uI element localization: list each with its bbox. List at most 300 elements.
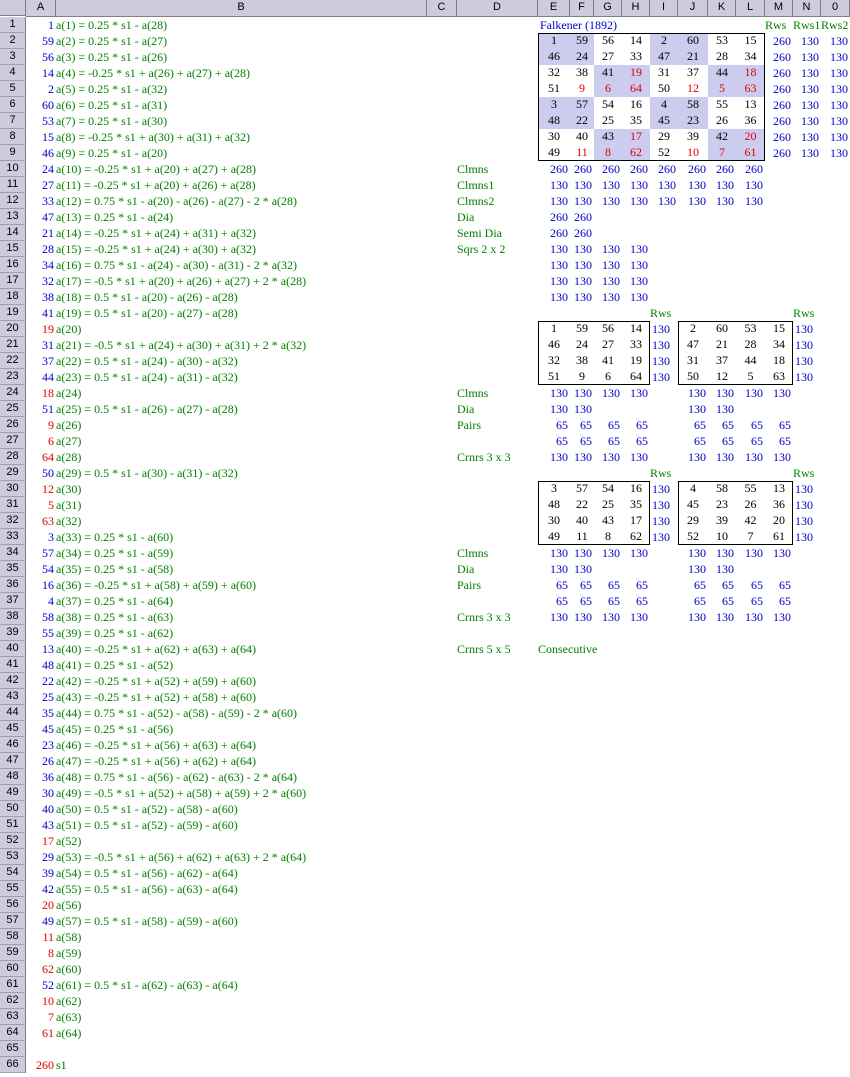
check-label[interactable]: Clmns1 [457, 178, 495, 192]
square-cell[interactable]: 17 [630, 513, 642, 527]
column-header[interactable]: F [570, 0, 594, 17]
check-value[interactable]: 130 [745, 178, 763, 192]
square-cell[interactable]: 10 [716, 529, 728, 543]
check-label[interactable]: Sqrs 2 x 2 [457, 242, 506, 256]
square-cell[interactable]: 53 [744, 321, 757, 335]
check-value[interactable]: 130 [745, 450, 763, 464]
row-sum-cell[interactable]: 130 [652, 370, 670, 384]
square-cell[interactable]: 33 [630, 337, 642, 351]
check-value[interactable]: 130 [602, 178, 620, 192]
value-cell[interactable]: 15 [42, 130, 54, 144]
square-cell[interactable]: 60 [678, 33, 708, 49]
check-value[interactable]: 130 [658, 178, 676, 192]
check-value[interactable]: 130 [630, 178, 648, 192]
value-cell[interactable]: 57 [42, 546, 54, 560]
square-cell[interactable]: 47 [687, 337, 699, 351]
row-header[interactable]: 26 [0, 417, 26, 433]
square-cell[interactable]: 54 [602, 97, 614, 111]
square-cell[interactable]: 37 [687, 65, 699, 79]
formula-cell[interactable]: a(46) = -0.25 * s1 + a(56) + a(63) + a(64) [56, 738, 257, 752]
square-cell[interactable]: 40 [576, 513, 588, 527]
square-cell[interactable]: 51 [548, 81, 560, 95]
row-sum-cell[interactable]: 130 [830, 66, 848, 80]
formula-cell[interactable]: a(9) = 0.25 * s1 - a(20) [56, 146, 168, 160]
square-cell[interactable]: 27 [602, 49, 614, 63]
square-cell[interactable]: 3 [551, 481, 557, 495]
value-cell[interactable]: 21 [42, 226, 54, 240]
row-header[interactable]: 8 [0, 129, 26, 145]
square-cell[interactable]: 28 [744, 337, 757, 351]
square-cell[interactable]: 23 [716, 497, 728, 511]
square-cell[interactable]: 62 [622, 145, 650, 161]
value-cell[interactable]: 260 [36, 1058, 54, 1072]
row-sum-cell[interactable]: 130 [652, 514, 670, 528]
check-label[interactable]: Pairs [457, 578, 481, 592]
row-header[interactable]: 53 [0, 849, 26, 865]
square-cell[interactable]: 53 [716, 33, 728, 47]
check-value[interactable]: 65 [608, 594, 620, 608]
value-cell[interactable]: 25 [42, 690, 54, 704]
square-cell[interactable]: 5 [747, 369, 754, 383]
check-label[interactable]: Clmns [457, 386, 489, 400]
formula-cell[interactable]: a(6) = 0.25 * s1 - a(31) [56, 98, 168, 112]
check-value[interactable]: 65 [722, 594, 734, 608]
square-cell[interactable]: 2 [690, 321, 696, 335]
row-header[interactable]: 58 [0, 929, 26, 945]
row-sum-cell[interactable]: 130 [801, 34, 819, 48]
check-value[interactable]: 130 [773, 546, 791, 560]
check-value[interactable]: 130 [574, 274, 592, 288]
square-cell[interactable]: 37 [716, 353, 728, 367]
square-cell[interactable]: 23 [678, 113, 708, 129]
check-value[interactable]: 130 [550, 194, 568, 208]
check-value[interactable]: 260 [658, 162, 676, 176]
check-value[interactable]: 65 [751, 434, 763, 448]
check-value[interactable]: 65 [556, 418, 568, 432]
check-value[interactable]: 130 [630, 242, 648, 256]
value-cell[interactable]: 13 [42, 642, 54, 656]
square-cell[interactable]: 21 [678, 49, 708, 65]
square-cell[interactable]: 33 [630, 49, 642, 63]
check-value[interactable]: 130 [550, 290, 568, 304]
value-cell[interactable]: 42 [42, 882, 54, 896]
formula-cell[interactable]: a(49) = -0.5 * s1 + a(52) + a(58) + a(59) + 2 * a(60) [56, 786, 307, 800]
formula-cell[interactable]: a(45) = 0.25 * s1 - a(56) [56, 722, 174, 736]
square-cell[interactable]: 20 [773, 513, 785, 527]
check-value[interactable]: 130 [550, 546, 568, 560]
square-cell[interactable]: 31 [658, 65, 670, 79]
check-value[interactable]: 65 [779, 418, 791, 432]
square-cell[interactable]: 47 [650, 49, 678, 65]
row-header[interactable]: 61 [0, 977, 26, 993]
formula-cell[interactable]: s1 [56, 1058, 67, 1072]
row-sum-cell[interactable]: 130 [830, 130, 848, 144]
formula-cell[interactable]: a(28) [56, 450, 82, 464]
value-cell[interactable]: 55 [42, 626, 54, 640]
formula-cell[interactable]: a(15) = -0.25 * s1 + a(24) + a(30) + a(32) [56, 242, 257, 256]
square-cell[interactable]: 50 [687, 369, 699, 383]
formula-cell[interactable]: a(56) [56, 898, 82, 912]
row-header[interactable]: 29 [0, 465, 26, 481]
formula-cell[interactable]: a(8) = -0.25 * s1 + a(30) + a(31) + a(32) [56, 130, 251, 144]
row-sum-cell[interactable]: 130 [801, 66, 819, 80]
check-value[interactable]: 130 [602, 290, 620, 304]
check-value[interactable]: 130 [716, 402, 734, 416]
row-header[interactable]: 12 [0, 193, 26, 209]
square-cell[interactable]: 40 [576, 129, 588, 143]
formula-cell[interactable]: a(36) = -0.25 * s1 + a(58) + a(59) + a(60) [56, 578, 257, 592]
check-value[interactable]: 65 [779, 434, 791, 448]
square-cell[interactable]: 14 [630, 321, 642, 335]
row-header[interactable]: 65 [0, 1041, 26, 1057]
row-sum-cell[interactable]: 260 [773, 82, 791, 96]
row-sum-cell[interactable]: 130 [801, 130, 819, 144]
square-cell[interactable]: 8 [594, 145, 622, 161]
formula-cell[interactable]: a(51) = 0.5 * s1 - a(52) - a(59) - a(60) [56, 818, 238, 832]
square-cell[interactable]: 11 [576, 529, 588, 543]
value-cell[interactable]: 37 [42, 354, 54, 368]
formula-cell[interactable]: a(59) [56, 946, 82, 960]
check-value[interactable]: 130 [716, 610, 734, 624]
check-value[interactable]: 65 [751, 418, 763, 432]
value-cell[interactable]: 48 [42, 658, 54, 672]
check-value[interactable]: 130 [630, 610, 648, 624]
formula-cell[interactable]: a(44) = 0.75 * s1 - a(52) - a(58) - a(59) - 2 * a(60) [56, 706, 298, 720]
square-cell[interactable]: 13 [744, 97, 757, 111]
value-cell[interactable]: 44 [42, 370, 54, 384]
check-value[interactable]: 130 [550, 402, 568, 416]
value-cell[interactable]: 24 [42, 162, 54, 176]
check-value[interactable]: 130 [630, 386, 648, 400]
check-value[interactable]: 130 [550, 450, 568, 464]
square-cell[interactable]: 19 [622, 65, 650, 81]
square-cell[interactable]: 11 [576, 145, 588, 159]
row-header[interactable]: 54 [0, 865, 26, 881]
square-cell[interactable]: 42 [708, 129, 736, 145]
row-header[interactable]: 10 [0, 161, 26, 177]
check-value[interactable]: 260 [574, 162, 592, 176]
square-cell[interactable]: 34 [744, 49, 757, 63]
square-cell[interactable]: 12 [687, 81, 699, 95]
check-value[interactable]: 130 [773, 610, 791, 624]
row-header[interactable]: 20 [0, 321, 26, 337]
column-header[interactable]: G [594, 0, 622, 17]
check-value[interactable]: 130 [716, 546, 734, 560]
check-value[interactable]: 65 [608, 418, 620, 432]
value-cell[interactable]: 5 [48, 498, 54, 512]
check-value[interactable]: 130 [550, 178, 568, 192]
value-cell[interactable]: 43 [42, 818, 54, 832]
formula-cell[interactable]: a(24) [56, 386, 82, 400]
check-value[interactable]: 260 [630, 162, 648, 176]
formula-cell[interactable]: a(39) = 0.25 * s1 - a(62) [56, 626, 174, 640]
square-cell[interactable]: 56 [602, 33, 614, 47]
square-cell[interactable]: 52 [658, 145, 670, 159]
check-value[interactable]: 130 [716, 386, 734, 400]
square-cell[interactable]: 54 [602, 481, 614, 495]
check-value[interactable]: 260 [550, 162, 568, 176]
square-cell[interactable]: 38 [576, 65, 588, 79]
row-sum-cell[interactable]: 130 [801, 114, 819, 128]
value-cell[interactable]: 41 [42, 306, 54, 320]
formula-cell[interactable]: a(43) = -0.25 * s1 + a(52) + a(58) + a(60) [56, 690, 257, 704]
row-sum-cell[interactable]: 130 [795, 530, 813, 544]
square-cell[interactable]: 38 [576, 353, 588, 367]
check-label[interactable]: Crnrs 3 x 3 [457, 450, 511, 464]
row-header[interactable]: 62 [0, 993, 26, 1009]
row-header[interactable]: 16 [0, 257, 26, 273]
column-header[interactable]: C [427, 0, 457, 17]
formula-cell[interactable]: a(3) = 0.25 * s1 - a(26) [56, 50, 168, 64]
square-cell[interactable]: 58 [716, 481, 728, 495]
row-header[interactable]: 17 [0, 273, 26, 289]
row-sum-cell[interactable]: 130 [795, 370, 813, 384]
row-header[interactable]: 1 [0, 17, 26, 33]
square-cell[interactable]: 24 [570, 49, 594, 65]
row-header[interactable]: 28 [0, 449, 26, 465]
check-value[interactable]: 130 [550, 610, 568, 624]
formula-cell[interactable]: a(18) = 0.5 * s1 - a(20) - a(26) - a(28) [56, 290, 238, 304]
value-cell[interactable]: 63 [42, 514, 54, 528]
square-cell[interactable]: 57 [576, 481, 588, 495]
row-header[interactable]: 56 [0, 897, 26, 913]
row-header[interactable]: 6 [0, 97, 26, 113]
row-sum-cell[interactable]: 130 [652, 338, 670, 352]
value-cell[interactable]: 62 [42, 962, 54, 976]
row-sum-cell[interactable]: 130 [795, 498, 813, 512]
value-cell[interactable]: 22 [42, 674, 54, 688]
square-cell[interactable]: 59 [576, 321, 588, 335]
check-label[interactable]: Clmns2 [457, 194, 495, 208]
check-value[interactable]: 130 [550, 242, 568, 256]
square-cell[interactable]: 48 [548, 497, 560, 511]
check-value[interactable]: 130 [688, 610, 706, 624]
check-value[interactable]: 130 [574, 242, 592, 256]
row-header[interactable]: 50 [0, 801, 26, 817]
check-value[interactable]: 130 [574, 450, 592, 464]
check-value[interactable]: 65 [694, 594, 706, 608]
row-header[interactable]: 3 [0, 49, 26, 65]
row-header[interactable]: 52 [0, 833, 26, 849]
value-cell[interactable]: 4 [48, 594, 54, 608]
column-header[interactable]: 0 [821, 0, 850, 17]
square-cell[interactable]: 6 [594, 81, 622, 97]
check-value[interactable]: 130 [745, 546, 763, 560]
formula-cell[interactable]: a(55) = 0.5 * s1 - a(56) - a(63) - a(64) [56, 882, 238, 896]
check-value[interactable]: 130 [574, 178, 592, 192]
formula-cell[interactable]: a(60) [56, 962, 82, 976]
check-value[interactable]: 65 [722, 418, 734, 432]
row-sum-cell[interactable]: 260 [773, 66, 791, 80]
value-cell[interactable]: 29 [42, 850, 54, 864]
square-cell[interactable]: 13 [773, 481, 785, 495]
check-value[interactable]: 130 [773, 386, 791, 400]
row-sum-cell[interactable]: 130 [830, 50, 848, 64]
check-label[interactable]: Clmns [457, 546, 489, 560]
formula-cell[interactable]: a(57) = 0.5 * s1 - a(58) - a(59) - a(60) [56, 914, 238, 928]
square-cell[interactable]: 57 [570, 97, 594, 113]
check-value[interactable]: 130 [574, 610, 592, 624]
column-header[interactable]: N [793, 0, 821, 17]
square-cell[interactable]: 32 [548, 65, 560, 79]
row-header[interactable]: 51 [0, 817, 26, 833]
check-value[interactable]: 130 [630, 450, 648, 464]
check-value[interactable]: 130 [574, 386, 592, 400]
square-cell[interactable]: 60 [716, 321, 728, 335]
square-cell[interactable]: 41 [594, 65, 622, 81]
value-cell[interactable]: 26 [42, 754, 54, 768]
square-cell[interactable]: 15 [744, 33, 757, 47]
row-header[interactable]: 37 [0, 593, 26, 609]
square-cell[interactable]: 18 [736, 65, 765, 81]
square-cell[interactable]: 8 [605, 529, 611, 543]
square-cell[interactable]: 9 [579, 369, 585, 383]
check-value[interactable]: 130 [602, 258, 620, 272]
check-value[interactable]: 65 [556, 578, 568, 592]
formula-cell[interactable]: a(47) = -0.25 * s1 + a(56) + a(62) + a(64) [56, 754, 257, 768]
value-cell[interactable]: 33 [42, 194, 54, 208]
check-value[interactable]: 65 [580, 578, 592, 592]
check-value[interactable]: 65 [636, 578, 648, 592]
value-cell[interactable] [26, 1041, 56, 1057]
column-header[interactable]: A [26, 0, 56, 17]
check-value[interactable]: 65 [751, 578, 763, 592]
value-cell[interactable]: 6 [48, 434, 54, 448]
square-cell[interactable]: 43 [594, 129, 622, 145]
column-header[interactable]: J [678, 0, 708, 17]
square-cell[interactable]: 48 [538, 113, 570, 129]
formula-cell[interactable]: a(29) = 0.5 * s1 - a(30) - a(31) - a(32) [56, 466, 238, 480]
row-header[interactable]: 48 [0, 769, 26, 785]
row-header[interactable]: 19 [0, 305, 26, 321]
row-header[interactable]: 45 [0, 721, 26, 737]
square-cell[interactable]: 61 [736, 145, 765, 161]
value-cell[interactable]: 46 [42, 146, 54, 160]
square-cell[interactable]: 50 [658, 81, 670, 95]
check-value[interactable]: 130 [745, 386, 763, 400]
formula-cell[interactable]: a(54) = 0.5 * s1 - a(56) - a(62) - a(64) [56, 866, 238, 880]
value-cell[interactable]: 28 [42, 242, 54, 256]
square-cell[interactable]: 12 [716, 369, 728, 383]
check-value[interactable]: 130 [688, 386, 706, 400]
square-cell[interactable]: 44 [708, 65, 736, 81]
square-cell[interactable]: 63 [736, 81, 765, 97]
row-sum-cell[interactable]: 130 [795, 482, 813, 496]
value-cell[interactable]: 8 [48, 946, 54, 960]
formula-cell[interactable]: a(32) [56, 514, 82, 528]
check-value[interactable]: 130 [602, 546, 620, 560]
check-value[interactable]: 130 [602, 450, 620, 464]
check-value[interactable]: 130 [602, 274, 620, 288]
formula-cell[interactable]: a(14) = -0.25 * s1 + a(24) + a(31) + a(32) [56, 226, 257, 240]
check-value[interactable]: 130 [550, 258, 568, 272]
row-header[interactable]: 33 [0, 529, 26, 545]
check-value[interactable]: 260 [602, 162, 620, 176]
check-value[interactable]: 65 [556, 434, 568, 448]
row-sum-cell[interactable]: 260 [773, 114, 791, 128]
formula-cell[interactable]: a(48) = 0.75 * s1 - a(56) - a(62) - a(63) - 2 * a(64) [56, 770, 298, 784]
row-sum-cell[interactable]: 130 [795, 354, 813, 368]
row-sum-cell[interactable]: 260 [773, 50, 791, 64]
value-cell[interactable]: 7 [48, 1010, 54, 1024]
row-sum-cell[interactable]: 130 [652, 354, 670, 368]
row-header[interactable]: 9 [0, 145, 26, 161]
square-cell[interactable]: 58 [678, 97, 708, 113]
row-header[interactable]: 36 [0, 577, 26, 593]
value-cell[interactable]: 56 [42, 50, 54, 64]
check-value[interactable]: 130 [630, 274, 648, 288]
square-cell[interactable]: 7 [747, 529, 754, 543]
square-cell[interactable]: 49 [548, 145, 560, 159]
square-cell[interactable]: 7 [708, 145, 736, 161]
check-value[interactable]: 130 [574, 562, 592, 576]
value-cell[interactable]: 9 [48, 418, 54, 432]
value-cell[interactable]: 11 [42, 930, 54, 944]
value-cell[interactable]: 19 [42, 322, 54, 336]
check-value[interactable]: 130 [574, 290, 592, 304]
square-cell[interactable]: 9 [579, 81, 585, 95]
column-header[interactable]: B [56, 0, 427, 17]
row-sum-cell[interactable]: 130 [801, 50, 819, 64]
row-header[interactable]: 5 [0, 81, 26, 97]
formula-cell[interactable]: a(52) [56, 834, 82, 848]
formula-cell[interactable]: a(42) = -0.25 * s1 + a(52) + a(59) + a(60) [56, 674, 257, 688]
value-cell[interactable]: 51 [42, 402, 54, 416]
square-cell[interactable]: 36 [744, 113, 757, 127]
row-sum-cell[interactable]: 130 [652, 530, 670, 544]
check-value[interactable]: 130 [602, 242, 620, 256]
row-sum-cell[interactable]: 260 [773, 146, 791, 160]
check-value[interactable]: 130 [688, 194, 706, 208]
square-cell[interactable]: 26 [744, 497, 757, 511]
formula-cell[interactable]: a(35) = 0.25 * s1 - a(58) [56, 562, 174, 576]
row-sum-cell[interactable]: 130 [795, 514, 813, 528]
value-cell[interactable]: 3 [48, 530, 54, 544]
row-header[interactable]: 49 [0, 785, 26, 801]
square-cell[interactable]: 19 [630, 353, 642, 367]
square-cell[interactable]: 52 [687, 529, 699, 543]
formula-cell[interactable]: a(7) = 0.25 * s1 - a(30) [56, 114, 168, 128]
row-header[interactable]: 23 [0, 369, 26, 385]
row-header[interactable]: 15 [0, 241, 26, 257]
check-value[interactable]: 65 [608, 434, 620, 448]
formula-cell[interactable]: a(63) [56, 1010, 82, 1024]
row-sum-cell[interactable]: 130 [801, 146, 819, 160]
value-cell[interactable]: 12 [42, 482, 54, 496]
check-value[interactable]: 65 [722, 578, 734, 592]
row-header[interactable]: 35 [0, 561, 26, 577]
value-cell[interactable]: 36 [42, 770, 54, 784]
square-cell[interactable]: 62 [630, 529, 642, 543]
value-cell[interactable]: 18 [42, 386, 54, 400]
check-value[interactable]: 65 [694, 418, 706, 432]
square-cell[interactable]: 49 [548, 529, 560, 543]
formula-cell[interactable]: a(41) = 0.25 * s1 - a(52) [56, 658, 174, 672]
column-header[interactable]: M [765, 0, 793, 17]
check-value[interactable]: 65 [580, 594, 592, 608]
row-header[interactable]: 11 [0, 177, 26, 193]
square-cell[interactable]: 24 [576, 337, 588, 351]
value-cell[interactable]: 10 [42, 994, 54, 1008]
row-header[interactable]: 25 [0, 401, 26, 417]
square-cell[interactable]: 10 [687, 145, 699, 159]
square-cell[interactable]: 64 [630, 369, 642, 383]
check-value[interactable]: 130 [602, 610, 620, 624]
value-cell[interactable]: 30 [42, 786, 54, 800]
check-value[interactable]: 130 [630, 546, 648, 560]
check-value[interactable]: 260 [550, 210, 568, 224]
check-value[interactable]: 260 [574, 226, 592, 240]
